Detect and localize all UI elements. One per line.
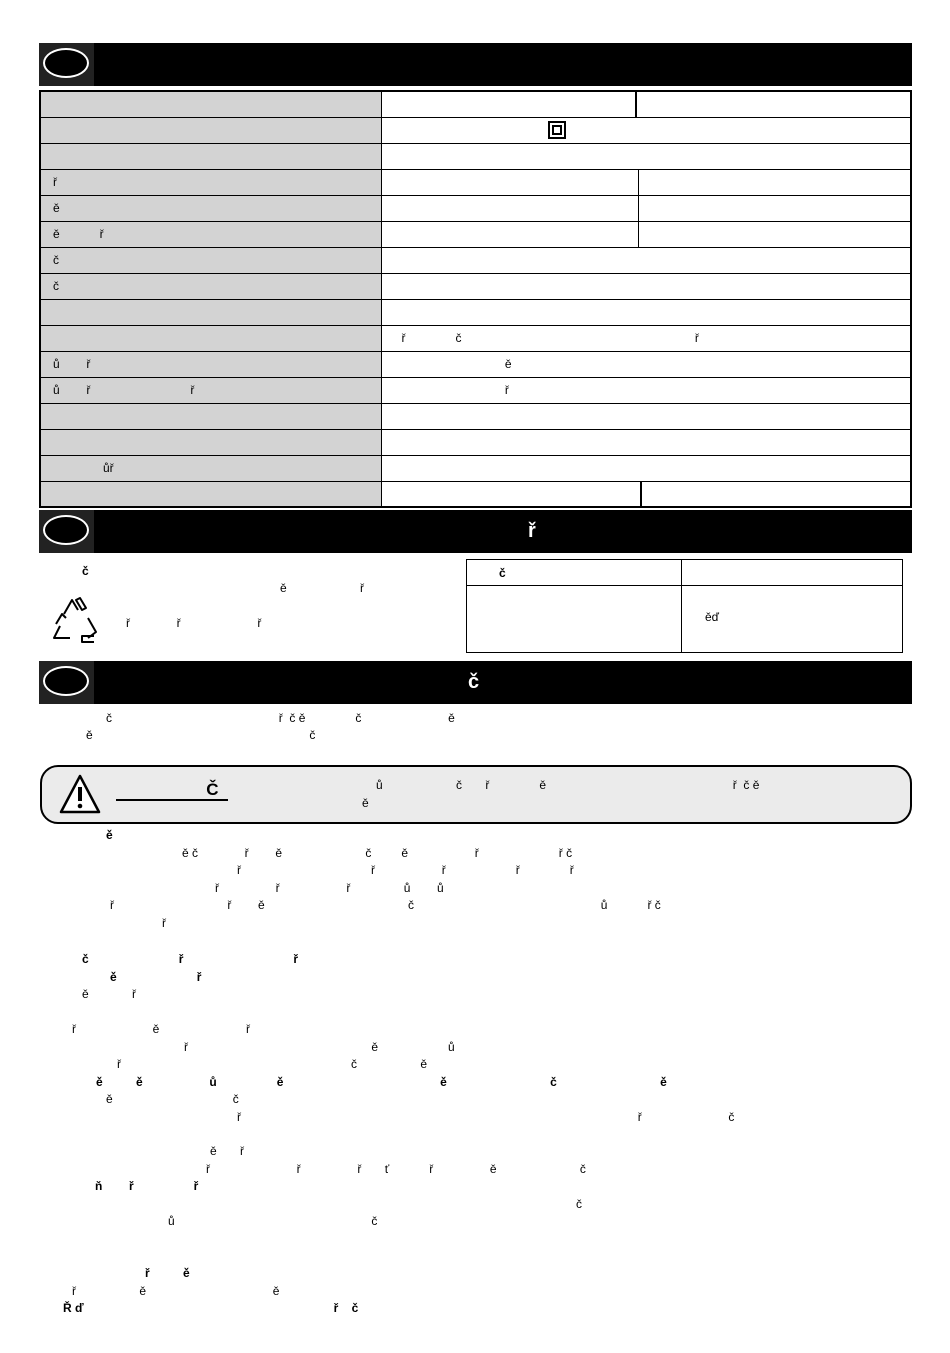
- spec-row: [40, 221, 911, 247]
- section-title: ř: [528, 520, 536, 542]
- paragraph-line: ř č ě: [117, 1057, 428, 1071]
- paragraph-line: ř ř ř ů ů: [215, 880, 444, 895]
- disposal-header-1: č: [499, 566, 506, 580]
- paragraph-line: č: [576, 1196, 582, 1211]
- spec-label: [40, 143, 381, 169]
- spec-label: [40, 299, 381, 325]
- oval-icon: [43, 666, 89, 696]
- spec-label: ě: [40, 195, 381, 221]
- recycle-icon: [48, 596, 100, 644]
- double-square-icon: [548, 121, 566, 139]
- spec-row: [40, 91, 911, 117]
- spec-value: [381, 195, 911, 221]
- spec-value: [381, 481, 911, 507]
- paragraph-line: ř ř ř ř ř: [237, 863, 574, 877]
- section-title: č: [468, 671, 480, 693]
- spec-value-text: ě: [401, 357, 512, 371]
- spec-label: [40, 91, 381, 117]
- spec-label: č: [40, 247, 381, 273]
- warning-line-1: ů č ř ě ř č ě: [376, 778, 760, 792]
- warning-box: [40, 765, 912, 824]
- spec-row: [40, 273, 911, 299]
- spec-row: [40, 169, 911, 195]
- spec-value: [381, 169, 911, 195]
- intro-line-1: č ř č ě č ě: [106, 711, 455, 725]
- paragraph-line: ř ř ě č ů ř č: [110, 898, 661, 912]
- spec-value: [381, 143, 911, 169]
- disposal-table: [466, 559, 903, 653]
- paragraph-line: ř ě ě: [72, 1283, 280, 1298]
- spec-label: [40, 481, 381, 507]
- spec-label: ů ř ř: [40, 377, 381, 403]
- paragraph-line: ř: [162, 915, 166, 930]
- paragraph-line: ě ř: [210, 1144, 245, 1158]
- disposal-cell-2: ěď: [705, 610, 720, 624]
- language-badge: [39, 510, 94, 553]
- paragraph-line: ř ě ů: [184, 1039, 455, 1054]
- spec-row: [40, 403, 911, 429]
- spec-label: [40, 403, 381, 429]
- spec-row: [40, 377, 911, 403]
- recycle-text-2: ě ř: [280, 581, 365, 595]
- spec-row: [40, 455, 911, 481]
- spec-value: [381, 325, 911, 351]
- intro-line-2: ě č: [86, 728, 316, 742]
- spec-label: [40, 117, 381, 143]
- spec-label: [40, 429, 381, 455]
- paragraph-line: Ř ď ř č: [63, 1301, 359, 1315]
- oval-icon: [43, 515, 89, 545]
- paragraph-line: ř ř ř ť ř ě č: [206, 1161, 586, 1176]
- spec-value: [381, 351, 911, 377]
- spec-value-text: ř: [401, 383, 509, 397]
- spec-row: [40, 117, 911, 143]
- spec-row: [40, 325, 911, 351]
- recycle-text-1: č: [82, 564, 89, 578]
- paragraph-line: ň ř ř: [95, 1179, 199, 1193]
- spec-label: ř: [40, 169, 381, 195]
- spec-row: [40, 429, 911, 455]
- warning-line-2: ě: [362, 796, 369, 810]
- paragraph-line: ě č ř ě č ě ř ř č: [182, 845, 573, 860]
- spec-label: [40, 325, 381, 351]
- spec-label: č: [40, 273, 381, 299]
- paragraph-line: ř ř č: [237, 1109, 735, 1124]
- spec-table: [39, 90, 912, 508]
- spec-value: [381, 455, 911, 481]
- spec-row: [40, 143, 911, 169]
- spec-value: [381, 273, 911, 299]
- paragraph-line: ě ě ů ě ě č ě: [96, 1074, 667, 1089]
- paragraph-line: ě ř: [82, 987, 137, 1001]
- spec-value: [381, 429, 911, 455]
- paragraph-line: č ř ř: [82, 952, 299, 966]
- paragraph-line: ě: [106, 828, 113, 842]
- warning-triangle-icon: [58, 773, 102, 815]
- spec-label: ůř: [40, 455, 381, 481]
- spec-label: ů ř: [40, 351, 381, 377]
- spec-value: [381, 299, 911, 325]
- spec-value: [381, 377, 911, 403]
- paragraph-line: ř ě: [145, 1266, 190, 1280]
- language-badge: [39, 661, 94, 704]
- recycle-text-3: ř ř ř: [126, 616, 262, 630]
- spec-row: [40, 299, 911, 325]
- section-header-usage: [39, 661, 912, 704]
- spec-value: [381, 91, 911, 117]
- spec-row: [40, 481, 911, 507]
- paragraph-line: ě č: [106, 1092, 239, 1106]
- spec-label: ě ř: [40, 221, 381, 247]
- warning-heading: [116, 781, 228, 801]
- oval-icon: [43, 48, 89, 78]
- language-badge: [39, 43, 94, 86]
- spec-row: [40, 351, 911, 377]
- spec-value: [381, 247, 911, 273]
- spec-row: [40, 195, 911, 221]
- paragraph-line: ř ě ř: [72, 1022, 251, 1036]
- spec-row: [40, 247, 911, 273]
- section-header-technical: [39, 43, 912, 86]
- spec-value: [381, 403, 911, 429]
- spec-value: [381, 117, 911, 143]
- spec-value: [381, 221, 911, 247]
- paragraph-line: ě ř: [110, 969, 202, 984]
- section-header-environment: [39, 510, 912, 553]
- warning-heading-text: Č: [206, 780, 219, 799]
- paragraph-line: ů č: [168, 1214, 378, 1228]
- spec-value-text: ř č ř: [401, 331, 699, 345]
